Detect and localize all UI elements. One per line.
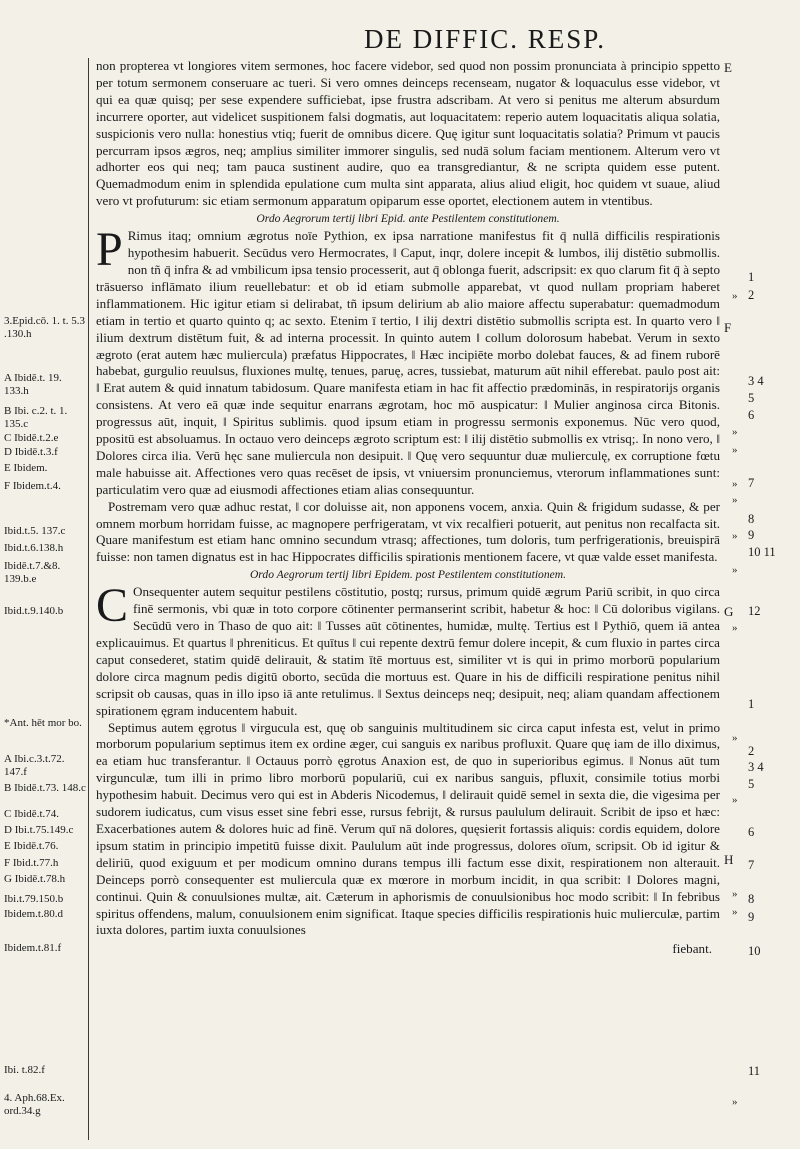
paragraph-text: Onsequenter autem sequitur pestilens cōstitutio, postq; rursus, primum quidē ægrum Pariū scribit, in quo circa finē sermonis, vbi quæ in toto corpore cōtinenter permanserint scribit, habetur & hoc: ‖ Cū doloribus vigilans. Secūdū vero in Thaso de quo ait: ‖ Tusses aūt cōtinentes, humidæ, multę. Tertius est ‖ Pythiō, quem iā antea explicauimus. Et quartus ‖ phreniticus. Et quītus ‖ cui repente dextrū femur dolere incepit, & cum fluxio in partes circa caput consederet, statim quidē delirauit, & statim ītē mortuus est, similiter vt is qui in primo morborū popularium dolore circa magnum pedis digitū oborto, secūda die mortuus est. Quare in his de difficili respiratione penitus nihil scripsit ob causas, quas in illo ipso iā ante retulimus. ‖ Sextus deinceps neq; desipuit, neq; aliam quandam affectionem spirationem ęgram inducentem habuit. [96, 584, 720, 718]
line-number: 11 [748, 1064, 761, 1078]
margin-note: B Ibidē.t.73. 148.c [4, 782, 86, 794]
line-number: 9 [748, 528, 755, 542]
running-header [0, 24, 800, 55]
paragraph: non propterea vt longiores vitem sermones, hoc facere videbor, sed quod non possim pronunciata à principio sppetto per totum sermonem conseruare ac tueri. Si vero omnes deinceps recenseam, nugator & loquaculus esse videbor, vt qui ea quæ quisq; per sese expendere sufficiebat, ipse frustra adscribam. At vero si penitus me alterum absurdum incurrere oporter, aut videlicet suspitionem falsi dogmatis, aut loquacitatem: reperio autem loquacitatis aliqua solatia, suspicionis vero nulla: honestius vtiq; fuerit de omnibus dicere. Quę igitur sunt loquacitatis solatia? Primum vt paucis percurram ipsos ægros, neq; amplius similiter immorer singulis, sed nudā solum faciam mentionem. Alterum vero vt adhorter eos qui neq; tam pauca sustinent audire, quo ea transgrediantur, & ne scripta quidem esse putent. Quemadmodum enim in splendida epulatione cum multa sint apparata, alius aliud eligit, hoc quidem vt suaue, aliud vero vt profuturum: sic etiam sermonum apparatum opiparum esse oportet, electionem autem in vtentibus. [96, 58, 720, 209]
guillemet: » [732, 478, 738, 490]
margin-note: A Ibidē.t. 19. 133.h [4, 372, 62, 397]
guillemet: » [732, 794, 738, 806]
section-letter: H [724, 852, 734, 867]
margin-note: Ibid.t.6.138.h [4, 542, 64, 554]
line-number: 6 [748, 408, 755, 422]
guillemet: » [732, 906, 738, 918]
margin-note: Ibid.t.9.140.b [4, 605, 64, 617]
line-number: 10 [748, 944, 761, 958]
line-number: 5 [748, 391, 755, 405]
main-text [96, 58, 720, 958]
line-number: 7 [748, 858, 755, 872]
line-number: 2 [748, 288, 755, 302]
margin-note: Ibidem.t.81.f [4, 942, 62, 954]
guillemet: » [732, 530, 738, 542]
line-number: 1 [748, 697, 755, 711]
guillemet: » [732, 888, 738, 900]
section-letter: G [724, 604, 734, 619]
margin-note: G Ibidē.t.78.h [4, 873, 66, 885]
line-number: 5 [748, 777, 755, 791]
guillemet: » [732, 494, 738, 506]
line-number: 8 [748, 892, 755, 906]
margin-note: C Ibidē.t.74. [4, 808, 59, 820]
margin-note: D Ibidē.t.3.f [4, 446, 58, 458]
margin-note: Ibi.t.79.150.b [4, 893, 64, 905]
line-number: 2 [748, 744, 755, 758]
paragraph [96, 579, 720, 719]
guillemet: » [732, 732, 738, 744]
margin-note: 3.Epid.cō. 1. t. 5.3 .130.h [4, 315, 85, 340]
guillemet: » [732, 1096, 738, 1108]
page-title: DE DIFFIC. RESP. [363, 24, 607, 54]
margin-note: *Ant. hēt mor bo. [4, 717, 82, 729]
section-letter: E [724, 60, 732, 75]
catchword: fiebant. [672, 941, 712, 957]
drop-cap: C [96, 579, 129, 633]
line-number: 7 [748, 476, 755, 490]
line-number: 9 [748, 910, 755, 924]
paragraph [96, 223, 720, 499]
paragraph: Septimus autem ęgrotus ‖ virgucula est, quę ob sanguinis multitudinem sic circa caput infesta est, velut in primo morborum popularium septimus item ex ordine æger, cui sanguis ex naribus profluxit. Quare quę iam de illo diximus, ea etiam huc transferantur. ‖ Octauus porrò ęgrotus Anaxion est, de quo in superioribus egimus. ‖ Nonus aūt tum virgunculæ, tum illi in primo libro morborū populariū, cui ex naribus sanguis, pfluxit, consimile totius morbi hypothesim habuit. Decimus vero qui est in Abderis Nicodemus, ‖ delirauit quidē semel in sexta die, die vigesima per sudorem iudicatus, cum visus esset sine febri esse, rursus febrijt, & rursus paululum delirauit. Scribit de ipso et hæc: Exacerbationes autem & dolores huic ad finē. Verum quī nā dolores, quęsierit fortassis aliquis: cordis equidem, dolore ipsum statim in principio impetitū fuisse dixit. Paululum aūt inde progressus, dolores oīum, scripsit. Ob id igitur & deliriū, quod exiguum et per modicum omnino durans tempus illi factum esse dixit, respirationem non alterauit. Deinceps porrò consequenter est muliercula quæ ex mœrore in morbum incidit, in qua scribit: ‖ Dolores magni, continui. Quin & conuulsiones multæ, ait. Cæterum in aphorismis de conuulsionibus hoc modo scribit: ‖ In febribus spiritus offendens, malum, conuulsionem enim significat. Itaque species difficilis respirationis huic mulierculæ, partim iuxta dolores, partim iuxta conuulsiones [96, 719, 720, 938]
line-number: 3 4 [748, 374, 764, 388]
margin-note: C Ibidē.t.2.e [4, 432, 59, 444]
margin-note: Ibidē.t.7.&8. 139.b.e [4, 560, 61, 585]
paragraph-text: Rimus itaq; omnium ægrotus noīe Pythion, ex ipsa narratione manifestus fit q̄ nullā difficilis respirationis hypothesim habuerit. Secūdus vero Hermocrates, ‖ Caput, inqr, dolere incepit & lumbos, ilij distētio submollis. non tñ q̄ infra & ad vmbilicum ipsa tensio processerit, aut q̄ oblonga fuerit, adscripsit: ex quo clarum fit q̄ à septo trāsuerso inflāmato ilium reuellebatur: et ob id etiam submolle apparebat, vt quod nullam propriam haberet inflammationem. Hic igitur etiam si delirabat, tñ ipsum delirium ab alio maiore affectu superabatur: quemadmodum etiam in tertio et quarto quinto q; ac sexto. Etenim ī tertio, ‖ ilij dextri distētio submollis scripta est. In quarto vero ‖ ilium dextrum distētum fuit, & ad interna processit. In quinto autem ‖ collum dolorosum habebat. Verum in sexto ægroto (erat autem hæc muliercula) præfatus Hippocrates, ‖ Hæc incipiēte morbo dolebat fauces, & ad finem ruborē habebat, gurgulio reuulsus, fluxiones multę, tenues, paruę, acres, tussiebat, maturum aūt nihil efferebat. paulo post ait: ‖ Erat autem & quid innatum tabidosum. Quare manifesta etiam in hac fit affectio prædominās, in respiratorijs organis consistens. At vero eā quæ inde sequitur enarrans ægrotam, hoc mō auspicatur: ‖ Mulier anginosa circa Bitonis. progressus aūt, inquit, ‖ Spiritus sublimis. quod ipsum etiam in progressu sermonis exponemus. Nūc vero quod, ppositū est absoluamus. In octauo vero deinceps ægroto scriptum est: ‖ ilij distētio submollis ex vtrisq;. In nono vero, ‖ Dolores circa ilia. Verū hęc sane muliercula non desipuit. ‖ Quę vero sequuntur duæ mulierculę, ex corruptione fœtu male habuisse ait. Affectiones vero quas recēset de ipsis, vt vniuersim pronunciemus, vterorum inflammationes sunt: particulatim vero quæ ad eiusmodi affectiones etiam alias consequuntur. [96, 228, 720, 497]
guillemet: » [732, 290, 738, 302]
section-heading: Ordo Aegrorum tertij libri Epidem. post Pestilentem constitutionem. [249, 568, 567, 582]
guillemet: » [732, 444, 738, 456]
line-number: 12 [748, 604, 761, 618]
margin-note: D Ibi.t.75.149.c [4, 824, 74, 836]
line-number: 8 [748, 512, 755, 526]
drop-cap: P [96, 223, 123, 277]
line-number: 10 11 [748, 545, 776, 559]
margin-note: A Ibi.c.3.t.72. 147.f [4, 753, 65, 778]
margin-note: Ibidem.t.80.d [4, 908, 63, 920]
guillemet: » [732, 564, 738, 576]
section-heading: Ordo Aegrorum tertij libri Epid. ante Pestilentem constitutionem. [256, 212, 560, 226]
margin-note: Ibi. t.82.f [4, 1064, 45, 1076]
guillemet: » [732, 426, 738, 438]
margin-note: F Ibid.t.77.h [4, 857, 59, 869]
margin-note: 4. Aph.68.Ex. ord.34.g [4, 1092, 65, 1117]
margin-note: E Ibidē.t.76. [4, 840, 59, 852]
paragraph: Postremam vero quæ adhuc restat, ‖ cor doluisse ait, non apponens vocem, anxia. Quin & frigidum sudasse, & per omnem morbum horridam fuisse, ac magnopere perfrigeratam, vt vix recalfieri potuerit, aut penitus non recalfacta sit. Quare manifestum est etiam hanc omnino secundum vtrasq; affectiones, tum doloris, tum perfrigerationis, breuispirā fuisse: non tamen dignatus est in hac Hippocrates difficilis spirationis mentionem facere, vt quæ valde esset manifesta. [96, 498, 720, 565]
section-letter: F [724, 320, 732, 335]
guillemet: » [732, 622, 738, 634]
margin-note: Ibid.t.5. 137.c [4, 525, 66, 537]
margin-note: F Ibidem.t.4. [4, 480, 61, 492]
line-number: 1 [748, 270, 755, 284]
margin-rule [88, 58, 89, 1140]
line-number: 6 [748, 825, 755, 839]
line-number: 3 4 [748, 760, 764, 774]
margin-note: B Ibi. c.2. t. 1. 135.c [4, 405, 68, 430]
margin-note: E Ibidem. [4, 462, 48, 474]
